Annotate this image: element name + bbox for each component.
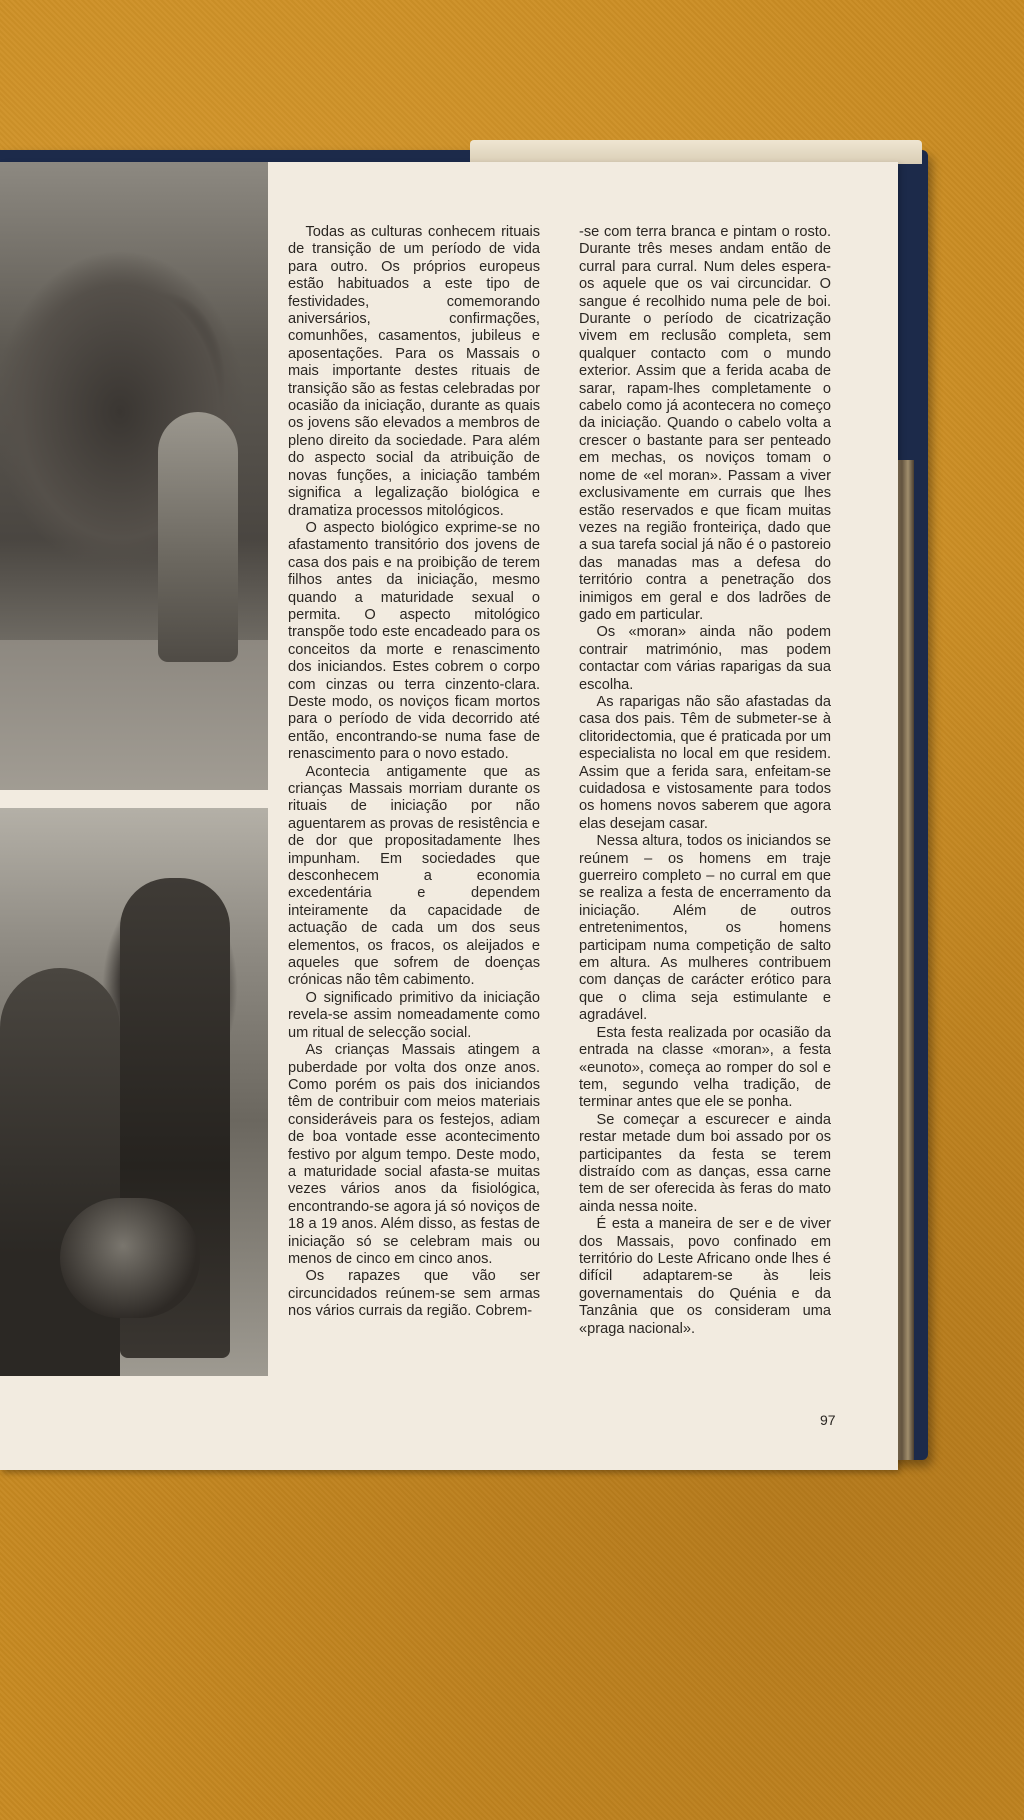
paragraph: As crianças Massais atingem a puberdade por volta dos onze anos. Como porém os pais dos iniciandos têm de contribuir com meios materiais consideráveis para os festejos, adiam de boa vontade esse acontecimento festivo por algum tempo. Deste modo, a maturidade social afasta-se muitas vezes vários anos da fisiológica, encontrando-se agora já só noviços de 18 a 19 anos. Além disso, as festas de iniciação só se celebram mais ou menos de cinco em cinco anos. [288,1042,540,1267]
paragraph: Se começar a escurecer e ainda restar metade dum boi assado por os participantes da festa se terem distraído com as danças, essa carne tem de ser oferecida às feras do mato ainda nessa noite. [579,1111,831,1215]
page-number: 97 [820,1412,836,1428]
paragraph: Nessa altura, todos os iniciandos se reúnem – os homens em traje guerreiro completo – no curral em que se realiza a festa de encerramento da iniciação. Além de outros entretenimentos, os homens participam numa competição de salto em altura. As mulheres contribuem com danças de carácter erótico para que o clima seja estimulante e agradável. [579,833,831,1024]
text-column-right [579,224,831,1338]
paragraph: O significado primitivo da iniciação revela-se assim nomeadamente como um ritual de selecção social. [288,989,540,1041]
photo-hut-child [0,162,268,790]
paragraph: O aspecto biológico exprime-se no afastamento transitório dos jovens de casa dos pais e na proibição de terem filhos antes da iniciação, mesmo quando a maturidade sexual o permita. O aspecto mitológico transpõe todo este encadeado para os conceitos da morte e renascimento dos iniciandos. Estes cobrem o corpo com cinzas ou terra cinzento-clara. Deste modo, os noviços ficam mortos para o período de vida decorrido até então, encontrando-se numa fase de renascimento para o novo estado. [288,519,540,763]
paragraph: As raparigas não são afastadas da casa dos pais. Têm de submeter-se à clitoridectomia, que é praticada por um especialista no local em que residem. Assim que a ferida sara, enfeitam-se cuidadosa e vistosamente para todos os homens novos saberem que agora elas desejam casar. [579,693,831,832]
text-column-left [288,224,540,1321]
paragraph: Esta festa realizada por ocasião da entrada na classe «moran», a festa «eunoto», começa ao romper do sol e tem, segundo velha tradição, de terminar antes que ele se ponha. [579,1024,831,1111]
paragraph: Acontecia antigamente que as crianças Massais morriam durante os rituais de iniciação por não aguentarem as provas de resistência e de dor que propositadamente lhes impunham. Em sociedades que desconhecem a economia excedentária e dependem inteiramente da capacidade de actuação de cada um dos seus elementos, os fracos, os aleijados e aqueles que sofrem de doenças crónicas não têm cabimento. [288,763,540,989]
book-page [0,162,898,1470]
paragraph: É esta a maneira de ser e de viver dos Massais, povo confinado em território do Leste Africano onde lhes é difícil adaptarem-se às leis governamentais do Quénia e da Tanzânia que os consideram uma «praga nacional». [579,1216,831,1337]
photo-figure [60,1198,200,1318]
page-edges [470,140,922,164]
paragraph: Os «moran» ainda não podem contrair matrimónio, mas podem contactar com várias raparigas da sua escolha. [579,624,831,693]
paragraph: Os rapazes que vão ser circuncidados reúnem-se sem armas nos vários currais da região. Cobrem- [288,1268,540,1320]
paragraph: -se com terra branca e pintam o rosto. Durante três meses andam então de curral para curral. Num deles espera-os aquele que os vai circuncidar. O sangue é recolhido numa pele de boi. Durante o período de cicatrização vivem em reclusão completa, sem qualquer contacto com o mundo exterior. Assim que a ferida acaba de sarar, rapam-lhes completamente o cabelo como já acontecera no começo da iniciação. Quando o cabelo volta a crescer o bastante para ser penteado em mechas, os noviços tomam o nome de «el moran». Passam a viver exclusivamente em currais que lhes estão reservados e que ficam muitas vezes na região fronteiriça, dado que a sua tarefa social já não é o pastoreio das manadas mas a defesa do território contra a penetração dos inimigos em geral e dos ladrões de gado em particular. [579,224,831,623]
photo-ground [0,640,268,790]
photo-women-children [0,808,268,1376]
photo-figure [158,412,238,662]
paragraph: Todas as culturas conhecem rituais de transição de um período de vida para outro. Os próprios europeus estão habituados a este tipo de festividades, comemorando aniversários, confirmações, comunhões, casamentos, jubileus e aposentações. Para os Massais o mais importante destes rituais de transição são as festas celebradas por ocasião da iniciação, durante as quais os jovens são elevados a membros de pleno direito da sociedade. Para além do aspecto social da atribuição de novas funções, a iniciação também significa a legalização biológica e dramatiza processos mitológicos. [288,224,540,519]
